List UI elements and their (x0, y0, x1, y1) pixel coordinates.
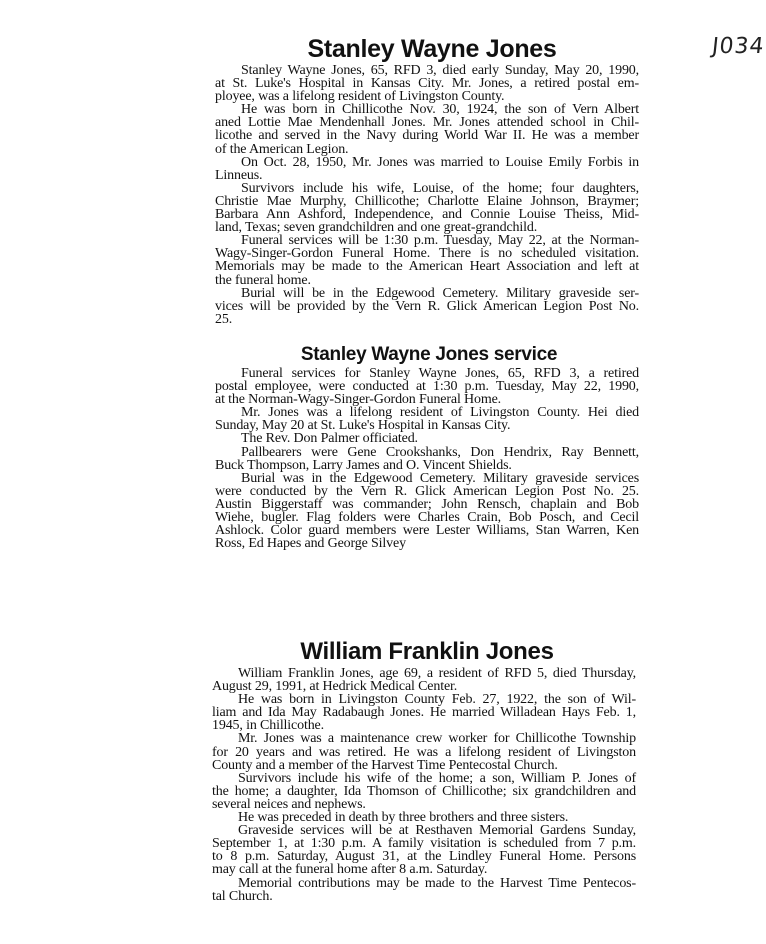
text-line: On Oct. 28, 1950, Mr. Jones was married to Louise Emily Forbis in (241, 154, 639, 170)
paragraph (212, 732, 636, 771)
paragraph (215, 406, 639, 432)
text-line: He was born in Chillicothe Nov. 30, 1924, the son of Vern Albert (241, 102, 639, 118)
text-line: liam and Ida May Radabaugh Jones. He married Willadean Hays Feb. 1, (212, 705, 636, 721)
text-line: Barbara Ann Ashford, Independence, and Connie Louise Theiss, Mid- (215, 207, 639, 223)
article-body (212, 667, 636, 903)
text-line: Christie Mae Murphy, Chillicothe; Charlotte Elaine Johnson, Braymer; (215, 193, 639, 209)
obituary-stanley-wayne-jones-service (215, 343, 639, 550)
text-line: The Rev. Don Palmer officiated. (241, 431, 418, 447)
text-line: September 1, at 1:30 p.m. A family visitation is scheduled from 7 p.m. (212, 836, 636, 852)
text-line: Wagy-Singer-Gordon Funeral Home. There is no scheduled visitation. (215, 246, 639, 262)
text-line: Burial was in the Edgewood Cemetery. Military graveside services (241, 470, 639, 486)
text-line: postal employee, were conducted at 1:30 p.m. Tuesday, May 22, 1990, (215, 379, 639, 395)
text-line: licothe and served in the Navy during World War II. He was a member (215, 128, 639, 144)
article-body (215, 367, 639, 550)
text-line: several neices and nephews. (212, 796, 366, 812)
text-line: for 20 years and was retired. He was a lifelong resident of Livingston (212, 744, 636, 760)
text-line: vices will be provided by the Vern R. Glick American Legion Post No. (215, 298, 639, 314)
text-line: Ross, Ed Hapes and George Silvey (215, 536, 406, 552)
text-line: to 8 p.m. Saturday, August 31, at the Lindley Funeral Home. Persons (212, 849, 636, 865)
text-line: at the Norman-Wagy-Singer-Gordon Funeral Home. (215, 392, 501, 408)
text-line: County and a member of the Harvest Time Pentecostal Church. (212, 757, 558, 773)
text-line: Burial will be in the Edgewood Cemetery. Military graveside ser- (241, 285, 639, 301)
paragraph (215, 156, 639, 182)
text-line: Sunday, May 20 at St. Luke's Hospital in Kansas City. (215, 418, 511, 434)
text-line: Memorial contributions may be made to the Harvest Time Pentecos- (238, 875, 636, 891)
text-line: August 29, 1991, at Hedrick Medical Center. (212, 679, 458, 695)
paragraph (212, 667, 636, 693)
text-line: of the American Legion. (215, 141, 349, 157)
obituary-stanley-wayne-jones (215, 34, 639, 326)
text-line: ployee, was a lifelong resident of Livingston County. (215, 89, 505, 105)
paragraph (212, 877, 636, 903)
text-line: Linneus. (215, 167, 263, 183)
paragraph (212, 824, 636, 876)
text-line: 25. (215, 311, 233, 327)
paragraph (212, 693, 636, 732)
text-line: Mr. Jones was a maintenance crew worker for Chillicothe Township (238, 731, 636, 747)
text-line: at St. Luke's Hospital in Kansas City. Mr. Jones, a retired postal em- (215, 76, 639, 92)
obituary-william-franklin-jones (212, 637, 636, 903)
paragraph (215, 234, 639, 286)
paragraph (215, 182, 639, 234)
text-line: land, Texas; seven grandchildren and one great-grandchild. (215, 220, 538, 236)
article-title: William Franklin Jones (300, 638, 554, 665)
text-line: may call at the funeral home after 8 a.m. Saturday. (212, 862, 488, 878)
article-body (215, 64, 639, 326)
text-line: tal Church. (212, 888, 273, 904)
text-line: He was preceded in death by three brothers and three sisters. (238, 810, 569, 826)
text-line: He was born in Livingston County Feb. 27, 1922, the son of Wil- (238, 692, 636, 708)
text-line: 1945, in Chillicothe. (212, 718, 324, 734)
text-line: William Franklin Jones, age 69, a resident of RFD 5, died Thursday, (238, 666, 636, 681)
text-line: Survivors include his wife of the home; a son, William P. Jones of (238, 770, 636, 786)
paragraph (215, 103, 639, 155)
text-line: Pallbearers were Gene Crookshanks, Don Hendrix, Ray Bennett, (241, 444, 639, 460)
text-line: Stanley Wayne Jones, 65, RFD 3, died early Sunday, May 20, 1990, (241, 63, 639, 78)
text-line: Memorials may be made to the American Heart Association and left at (215, 259, 639, 275)
text-line: the funeral home. (215, 272, 311, 288)
text-line: Funeral services for Stanley Wayne Jones, 65, RFD 3, a retired (241, 366, 639, 381)
text-line: Wiehe, bugler. Flag folders were Charles Crain, Bob Posch, and Cecil (215, 510, 639, 526)
paragraph (212, 772, 636, 811)
paragraph (215, 367, 639, 406)
paragraph (215, 446, 639, 472)
text-line: Graveside services will be at Resthaven Memorial Gardens Sunday, (238, 823, 636, 839)
text-line: Funeral services will be 1:30 p.m. Tuesday, May 22, at the Norman- (241, 233, 639, 249)
text-line: Austin Biggerstaff was commander; John Rensch, chaplain and Bob (215, 496, 639, 512)
text-line: Ashlock. Color guard members were Lester Williams, Stan Warren, Ken (215, 523, 639, 539)
text-line: aned Lottie Mae Mendenhall Jones. Mr. Jones attended school in Chil- (215, 115, 639, 131)
text-line: Survivors include his wife, Louise, of the home; four daughters, (241, 180, 639, 196)
article-title: Stanley Wayne Jones (307, 35, 557, 63)
text-line: Buck Thompson, Larry James and O. Vincent Shields. (215, 457, 512, 473)
paragraph (215, 472, 639, 551)
paragraph (215, 287, 639, 326)
text-line: were conducted by the Vern R. Glick American Legion Post No. 25. (215, 483, 639, 499)
handwritten-reference-mark: J034 (710, 34, 766, 59)
text-line: Mr. Jones was a lifelong resident of Livingston County. Hei died (241, 405, 639, 421)
text-line: the home; a daughter, Ida Thomson of Chillicothe; six grandchildren and (212, 783, 636, 799)
paragraph (215, 432, 639, 445)
article-title: Stanley Wayne Jones service (300, 344, 558, 365)
paragraph (215, 64, 639, 103)
